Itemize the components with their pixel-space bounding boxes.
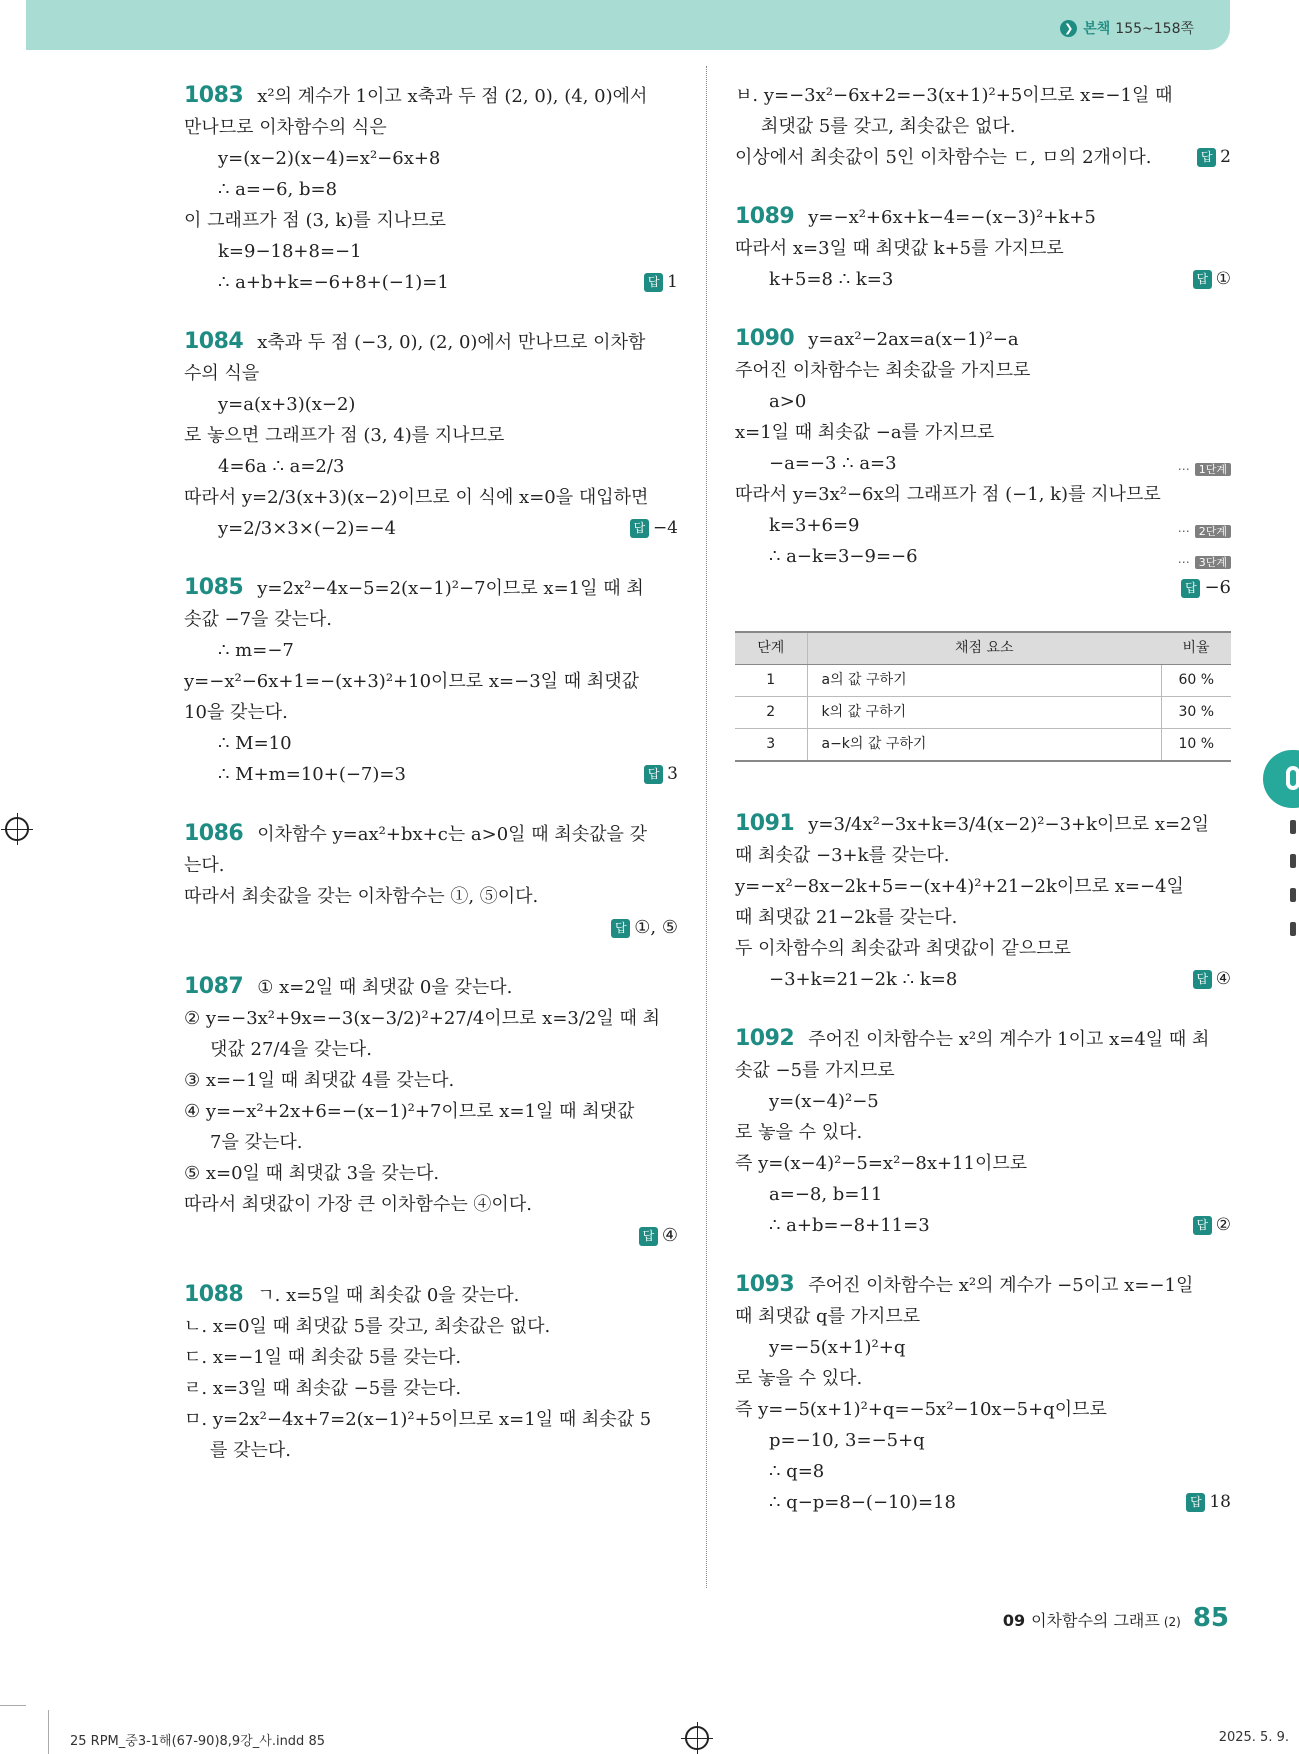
line-text: ∴ q−p=8−(−10)=18 <box>769 1492 956 1513</box>
line-text: 때 최솟값 −3+k를 갖는다. <box>735 845 950 866</box>
line-text: y=−x²−6x+1=−(x+3)²+10이므로 x=−3일 때 최댓값 <box>184 671 640 692</box>
scoring-table-header <box>735 632 1231 665</box>
solution-line <box>184 80 678 112</box>
column-divider <box>706 66 707 1588</box>
line-text: 로 놓으면 그래프가 점 (3, 4)를 지나므로 <box>184 425 505 446</box>
line-text: x축과 두 점 (−3, 0), (2, 0)에서 만나므로 이차함 <box>257 332 646 353</box>
answer-badge-icon: 답 <box>1193 1216 1212 1235</box>
solution-line <box>184 143 678 174</box>
answer <box>1193 964 1231 995</box>
solution-line <box>735 871 1231 902</box>
line-text: x²의 계수가 1이고 x축과 두 점 (2, 0), (4, 0)에서 <box>257 86 648 107</box>
line-text: 따라서 x=3일 때 최댓값 k+5를 가지므로 <box>735 238 1064 259</box>
header-ratio: 비율 <box>1161 632 1231 665</box>
line-text: y=ax²−2ax=a(x−1)²−a <box>808 329 1019 350</box>
solution-line <box>184 728 678 759</box>
step-label: 2단계 <box>1195 525 1231 538</box>
line-text: 주어진 이차함수는 x²의 계수가 −5이고 x=−1일 <box>808 1275 1194 1296</box>
line-text: ④ y=−x²+2x+6=−(x−1)²+7이므로 x=1일 때 최댓값 <box>184 1101 635 1122</box>
problem-1093 <box>735 1269 1231 1518</box>
solution-line <box>184 482 678 513</box>
registration-mark-icon <box>685 1726 709 1750</box>
line-text: y=−x²+6x+k−4=−(x−3)²+k+5 <box>808 207 1096 228</box>
line-text: 두 이차함수의 최솟값과 최댓값이 같으므로 <box>735 938 1071 959</box>
line-text: ② y=−3x²+9x=−3(x−3/2)²+27/4이므로 x=3/2일 때 최 <box>184 1008 660 1029</box>
solution-line <box>735 933 1231 964</box>
solution-line <box>184 1435 678 1466</box>
solution-line <box>184 513 678 544</box>
solution-line <box>184 1373 678 1404</box>
solution-line <box>735 386 1231 417</box>
solution-line <box>184 635 678 666</box>
line-text: y=−5(x+1)²+q <box>769 1337 906 1358</box>
line-text: 때 최댓값 q를 가지므로 <box>735 1306 921 1327</box>
line-text: 이상에서 최솟값이 5인 이차함수는 ㄷ, ㅁ의 2개이다. <box>735 147 1152 168</box>
line-text: 따라서 최댓값이 가장 큰 이차함수는 ④이다. <box>184 1194 532 1215</box>
answer <box>1193 264 1231 295</box>
header-band <box>26 0 1230 50</box>
answer-value: −4 <box>652 518 678 538</box>
textbook-page-reference <box>1060 18 1194 38</box>
solution-line <box>184 1158 678 1189</box>
table-row <box>735 697 1231 729</box>
line-text: ∴ a+b=−8+11=3 <box>769 1215 930 1236</box>
solution-line <box>184 850 678 881</box>
crop-line <box>48 1710 49 1754</box>
line-text: 이 그래프가 점 (3, k)를 지나므로 <box>184 210 447 231</box>
solution-line <box>184 1311 678 1342</box>
solution-line <box>735 1055 1231 1086</box>
solution-line <box>184 112 678 143</box>
right-problems-group-2 <box>735 808 1231 1518</box>
answer-value: 1 <box>667 272 678 292</box>
problem-number: 1090 <box>735 326 795 351</box>
solution-line <box>735 233 1231 264</box>
answer <box>1193 1210 1231 1241</box>
answer-badge-icon: 답 <box>1197 148 1216 167</box>
problem-1090 <box>735 323 1231 603</box>
solution-line <box>184 236 678 267</box>
line-text: 수의 식을 <box>184 363 260 384</box>
line-text: y=(x−4)²−5 <box>769 1091 879 1112</box>
ref-label: 본책 <box>1083 21 1111 37</box>
left-column <box>184 80 678 1494</box>
line-text: ㄴ. x=0일 때 최댓값 5를 갖고, 최솟값은 없다. <box>184 1316 551 1337</box>
problem-1084 <box>184 326 678 544</box>
solution-line <box>735 1301 1231 1332</box>
crop-line <box>0 1705 26 1706</box>
line-text: ㄷ. x=−1일 때 최솟값 5를 갖는다. <box>184 1347 462 1368</box>
line-text: 즉 y=−5(x+1)²+q=−5x²−10x−5+q이므로 <box>735 1399 1107 1420</box>
solution-line <box>184 267 678 298</box>
line-text: 댓값 27/4을 갖는다. <box>210 1039 372 1060</box>
problem-1085 <box>184 572 678 790</box>
solution-line <box>735 417 1231 448</box>
line-text: ㅁ. y=2x²−4x+7=2(x−1)²+5이므로 x=1일 때 최솟값 5 <box>184 1409 652 1430</box>
line-text: 이차함수 y=ax²+bx+c는 a>0일 때 최솟값을 갖 <box>257 824 648 845</box>
criteria-cell: k의 값 구하기 <box>807 697 1161 729</box>
line-text: 만나므로 이차함수의 식은 <box>184 117 387 138</box>
solution-line <box>735 840 1231 871</box>
problem-number: 1088 <box>184 1282 244 1307</box>
solution-line <box>184 1279 678 1311</box>
line-text: 를 갖는다. <box>210 1440 291 1461</box>
solution-line <box>184 1096 678 1127</box>
step-tag <box>1178 547 1231 578</box>
page-number: 85 <box>1192 1603 1229 1633</box>
solution-line <box>735 1210 1231 1241</box>
answer-badge-icon: 답 <box>1186 1493 1205 1512</box>
table-row <box>735 729 1231 762</box>
problem-number: 1083 <box>184 83 244 108</box>
answer <box>1197 142 1231 173</box>
step-label: 1단계 <box>1195 463 1231 476</box>
solution-line <box>735 479 1231 510</box>
solution-line <box>735 541 1231 572</box>
solution-line <box>735 1269 1231 1301</box>
criteria-cell: a−k의 값 구하기 <box>807 729 1161 762</box>
problem-number: 1084 <box>184 329 244 354</box>
line-text: y=a(x+3)(x−2) <box>218 394 356 415</box>
solution-line <box>184 358 678 389</box>
answer-value: ④ <box>661 1225 678 1246</box>
line-text: 로 놓을 수 있다. <box>735 1122 863 1143</box>
line-text: 최댓값 5를 갖고, 최솟값은 없다. <box>761 116 1016 137</box>
line-text: y=2x²−4x−5=2(x−1)²−7이므로 x=1일 때 최 <box>257 578 644 599</box>
problem-1091 <box>735 808 1231 995</box>
problem-1092 <box>735 1023 1231 1241</box>
step-cell: 3 <box>735 729 807 762</box>
solution-line <box>184 389 678 420</box>
answer-line <box>184 1220 678 1251</box>
line-text: 따라서 y=3x²−6x의 그래프가 점 (−1, k)를 지나므로 <box>735 484 1161 505</box>
answer-value: 3 <box>667 764 678 784</box>
line-text: 주어진 이차함수는 최솟값을 가지므로 <box>735 360 1031 381</box>
answer-badge-icon: 답 <box>1193 270 1212 289</box>
answer-badge-icon: 답 <box>644 273 663 292</box>
answer-badge-icon: 답 <box>1193 970 1212 989</box>
solution-line <box>735 111 1231 142</box>
answer <box>644 759 678 790</box>
solution-line <box>735 808 1231 840</box>
solution-line <box>735 323 1231 355</box>
problem-1086 <box>184 818 678 943</box>
ratio-cell: 30 % <box>1161 697 1231 729</box>
print-slug-file: 25 RPM_중3-1해(67-90)8,9강_사.indd 85 <box>70 1734 325 1749</box>
solution-line <box>735 1363 1231 1394</box>
problem-1083 <box>184 80 678 298</box>
line-text: 주어진 이차함수는 x²의 계수가 1이고 x=4일 때 최 <box>808 1029 1210 1050</box>
line-text: k+5=8 ∴ k=3 <box>769 269 894 290</box>
line-text: a=−8, b=11 <box>769 1184 883 1205</box>
problem-number: 1085 <box>184 575 244 600</box>
answer <box>644 267 678 298</box>
table-row <box>735 665 1231 697</box>
chapter-title: 이차함수의 그래프 <box>1031 1611 1160 1630</box>
line-text: 때 최댓값 21−2k를 갖는다. <box>735 907 958 928</box>
solution-line <box>735 201 1231 233</box>
ref-pages: 155~158쪽 <box>1115 21 1194 37</box>
answer-badge-icon: 답 <box>644 765 663 784</box>
answer <box>630 513 678 544</box>
problem-number: 1091 <box>735 811 795 836</box>
problem-1087 <box>184 971 678 1251</box>
problem-number: 1086 <box>184 821 244 846</box>
solution-line <box>184 759 678 790</box>
side-tab-strip <box>1290 820 1299 970</box>
problem-number: 1093 <box>735 1272 795 1297</box>
problem-1089 <box>735 201 1231 295</box>
line-text: y=(x−2)(x−4)=x²−6x+8 <box>218 148 441 169</box>
line-text: 따라서 최솟값을 갖는 이차함수는 ①, ⑤이다. <box>184 886 539 907</box>
answer-value: 18 <box>1209 1492 1231 1512</box>
ellipsis: ⋯ <box>1177 555 1190 569</box>
solution-line <box>735 964 1231 995</box>
line-text: ㄹ. x=3일 때 최솟값 −5를 갖는다. <box>184 1378 462 1399</box>
line-text: 로 놓을 수 있다. <box>735 1368 863 1389</box>
line-text: a>0 <box>769 391 807 412</box>
header-step: 단계 <box>735 632 807 665</box>
scoring-table <box>735 631 1231 762</box>
solution-line <box>735 142 1231 173</box>
solution-line <box>184 1189 678 1220</box>
solution-line <box>184 971 678 1003</box>
answer-badge-icon: 답 <box>630 519 649 538</box>
registration-mark-icon <box>5 817 29 841</box>
line-text: ∴ q=8 <box>769 1461 825 1482</box>
footer-chapter <box>1003 1603 1229 1633</box>
solution-line <box>735 1456 1231 1487</box>
line-text: 4=6a ∴ a=2/3 <box>218 456 345 477</box>
problem-number: 1092 <box>735 1026 795 1051</box>
line-text: 솟값 −5를 가지므로 <box>735 1060 895 1081</box>
solution-line <box>184 326 678 358</box>
right-column <box>735 80 1231 1546</box>
solution-line <box>735 902 1231 933</box>
solution-line <box>735 1148 1231 1179</box>
solution-line <box>184 1127 678 1158</box>
solution-line <box>184 697 678 728</box>
answer-value: ② <box>1215 1215 1231 1235</box>
line-text: y=2/3×3×(−2)=−4 <box>218 518 397 539</box>
solution-line <box>735 1332 1231 1363</box>
chevron-right-icon: ❯ <box>1060 20 1077 37</box>
solution-line <box>735 1487 1231 1518</box>
problem-1088 <box>184 1279 678 1466</box>
right-problems-group-1 <box>735 201 1231 603</box>
chapter-subtitle: (2) <box>1163 1615 1181 1629</box>
line-text: ① x=2일 때 최댓값 0을 갖는다. <box>257 977 513 998</box>
answer-value: ①, ⑤ <box>634 917 678 938</box>
line-text: ∴ M=10 <box>218 733 292 754</box>
print-slug-date: 2025. 5. 9. <box>1218 1730 1289 1745</box>
line-text: 즉 y=(x−4)²−5=x²−8x+11이므로 <box>735 1153 1028 1174</box>
solution-line <box>184 174 678 205</box>
line-text: k=9−18+8=−1 <box>218 241 362 262</box>
solution-line <box>184 818 678 850</box>
answer-line <box>735 572 1231 603</box>
header-criteria: 채점 요소 <box>807 632 1161 665</box>
solution-line <box>735 448 1231 479</box>
solution-line <box>735 1425 1231 1456</box>
problem-1088-continued <box>735 80 1231 173</box>
answer-badge-icon: 답 <box>611 919 630 938</box>
solution-line <box>184 1065 678 1096</box>
solution-line <box>184 1034 678 1065</box>
answer-badge-icon: 답 <box>639 1227 658 1246</box>
line-text: ㅂ. y=−3x²−6x+2=−3(x+1)²+5이므로 x=−1일 때 <box>735 85 1173 106</box>
line-text: 10을 갖는다. <box>184 702 288 723</box>
line-text: −3+k=21−2k ∴ k=8 <box>769 969 958 990</box>
line-text: ∴ m=−7 <box>218 640 294 661</box>
solution-line <box>184 1342 678 1373</box>
solution-line <box>184 666 678 697</box>
ellipsis: ⋯ <box>1177 462 1190 476</box>
line-text: 7을 갖는다. <box>210 1132 303 1153</box>
line-text: ㄱ. x=5일 때 최솟값 0을 갖는다. <box>257 1285 520 1306</box>
line-text: ∴ M+m=10+(−7)=3 <box>218 764 406 785</box>
ratio-cell: 60 % <box>1161 665 1231 697</box>
line-text: p=−10, 3=−5+q <box>769 1430 925 1451</box>
chapter-tab-glyph <box>1286 766 1299 790</box>
line-text: x=1일 때 최솟값 −a를 가지므로 <box>735 422 995 443</box>
solution-line <box>735 1179 1231 1210</box>
solution-line <box>184 572 678 604</box>
step-cell: 1 <box>735 665 807 697</box>
line-text: ∴ a=−6, b=8 <box>218 179 338 200</box>
line-text: k=3+6=9 <box>769 515 860 536</box>
solution-line <box>735 1117 1231 1148</box>
line-text: ∴ a+b+k=−6+8+(−1)=1 <box>218 272 449 293</box>
solution-line <box>184 1003 678 1034</box>
line-text: ③ x=−1일 때 최댓값 4를 갖는다. <box>184 1070 455 1091</box>
chapter-number: 09 <box>1002 1611 1026 1630</box>
solution-line <box>735 1394 1231 1425</box>
answer-value: ④ <box>1215 969 1231 989</box>
solution-line <box>735 1023 1231 1055</box>
ellipsis: ⋯ <box>1177 524 1190 538</box>
line-text: ∴ a−k=3−9=−6 <box>769 546 918 567</box>
line-text: −a=−3 ∴ a=3 <box>769 453 897 474</box>
solution-line <box>184 451 678 482</box>
line-text: 솟값 −7을 갖는다. <box>184 609 333 630</box>
answer <box>1186 1487 1231 1518</box>
line-text: y=3/4x²−3x+k=3/4(x−2)²−3+k이므로 x=2일 <box>808 814 1209 835</box>
solution-line <box>184 604 678 635</box>
solution-line <box>735 80 1231 111</box>
step-cell: 2 <box>735 697 807 729</box>
solution-line <box>735 264 1231 295</box>
line-text: y=−x²−8x−2k+5=−(x+4)²+21−2k이므로 x=−4일 <box>735 876 1184 897</box>
ratio-cell: 10 % <box>1161 729 1231 762</box>
line-text: ⑤ x=0일 때 최댓값 3을 갖는다. <box>184 1163 440 1184</box>
step-label: 3단계 <box>1195 556 1231 569</box>
solution-line <box>735 355 1231 386</box>
solution-line <box>184 1404 678 1435</box>
solution-line <box>735 1086 1231 1117</box>
problem-number: 1087 <box>184 974 244 999</box>
answer-badge-icon: 답 <box>1181 579 1200 598</box>
answer-value: −6 <box>1204 577 1231 598</box>
answer-value: ① <box>1215 269 1231 289</box>
solution-line <box>184 420 678 451</box>
solution-line <box>735 510 1231 541</box>
solution-line <box>184 205 678 236</box>
line-text: 는다. <box>184 855 225 876</box>
line-text: 따라서 y=2/3(x+3)(x−2)이므로 이 식에 x=0을 대입하면 <box>184 487 649 508</box>
answer-line <box>184 912 678 943</box>
criteria-cell: a의 값 구하기 <box>807 665 1161 697</box>
answer-value: 2 <box>1220 147 1231 167</box>
problem-number: 1089 <box>735 204 795 229</box>
solution-line <box>184 881 678 912</box>
